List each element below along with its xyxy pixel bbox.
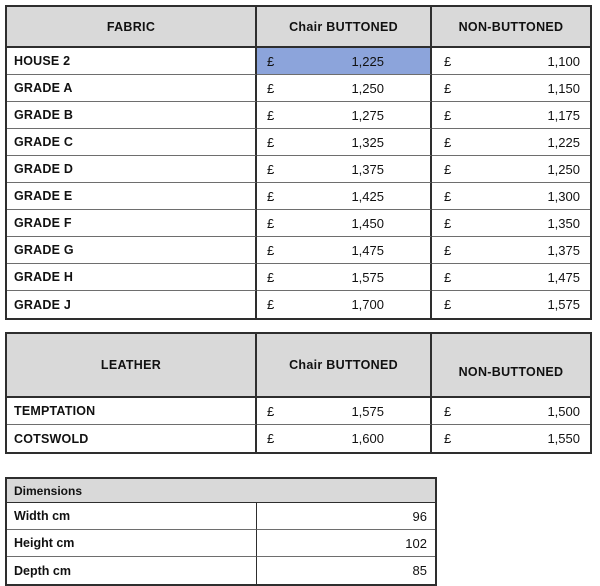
price-value: 1,250 — [351, 80, 384, 96]
leather-buttoned-price-cotswold — [257, 425, 432, 452]
dimension-label-height: Height cm — [7, 530, 257, 557]
fabric-nonbuttoned-price-house2 — [432, 48, 590, 75]
currency-symbol: £ — [267, 403, 275, 419]
fabric-nonbuttoned-price-grade-g — [432, 237, 590, 264]
currency-symbol: £ — [267, 134, 275, 150]
price-value: 1,175 — [547, 107, 580, 123]
price-value: 1,250 — [547, 161, 580, 177]
fabric-buttoned-price-grade-a — [257, 75, 432, 102]
price-value: 1,225 — [351, 53, 384, 69]
currency-symbol: £ — [444, 269, 452, 285]
fabric-buttoned-price-grade-c — [257, 129, 432, 156]
dimensions-header-cell: Dimensions — [7, 479, 435, 503]
price-value: 1,275 — [351, 107, 384, 123]
price-value: 1,475 — [351, 242, 384, 258]
fabric-nonbuttoned-price-grade-h — [432, 264, 590, 291]
price-value: 1,325 — [351, 134, 384, 150]
fabric-nonbuttoned-price-grade-c — [432, 129, 590, 156]
fabric-buttoned-price-grade-b — [257, 102, 432, 129]
leather-row-label-cotswold: COTSWOLD — [7, 425, 257, 452]
fabric-header-cell: FABRIC — [7, 7, 257, 48]
price-value: 1,375 — [351, 161, 384, 177]
leather-row-label-temptation: TEMPTATION — [7, 398, 257, 425]
price-value: 1,575 — [351, 269, 384, 285]
fabric-row-label-grade-f: GRADE F — [7, 210, 257, 237]
price-value: 1,575 — [351, 403, 384, 419]
currency-symbol: £ — [444, 431, 452, 446]
currency-symbol: £ — [444, 242, 452, 258]
chair-buttoned-header-cell: Chair BUTTONED — [257, 334, 432, 398]
currency-symbol: £ — [444, 297, 452, 312]
fabric-buttoned-price-house2-highlighted — [257, 48, 432, 75]
currency-symbol: £ — [444, 134, 452, 150]
fabric-nonbuttoned-price-grade-a — [432, 75, 590, 102]
fabric-price-table — [5, 5, 592, 320]
fabric-buttoned-price-grade-j — [257, 291, 432, 318]
non-buttoned-header-cell: NON-BUTTONED — [432, 334, 590, 398]
dimensions-table — [5, 477, 437, 586]
fabric-buttoned-price-grade-g — [257, 237, 432, 264]
fabric-row-label-grade-h: GRADE H — [7, 264, 257, 291]
currency-symbol: £ — [267, 80, 275, 96]
price-value: 1,475 — [547, 269, 580, 285]
fabric-buttoned-price-grade-d — [257, 156, 432, 183]
price-value: 1,150 — [547, 80, 580, 96]
fabric-row-label-grade-d: GRADE D — [7, 156, 257, 183]
fabric-row-label-grade-b: GRADE B — [7, 102, 257, 129]
currency-symbol: £ — [267, 297, 275, 312]
price-value: 1,350 — [547, 215, 580, 231]
currency-symbol: £ — [267, 431, 275, 446]
chair-buttoned-header-cell: Chair BUTTONED — [257, 7, 432, 48]
price-value: 1,450 — [351, 215, 384, 231]
leather-nonbuttoned-price-cotswold — [432, 425, 590, 452]
currency-symbol: £ — [444, 403, 452, 419]
dimension-value-height: 102 — [257, 530, 435, 557]
price-value: 1,600 — [351, 431, 384, 446]
currency-symbol: £ — [267, 269, 275, 285]
fabric-nonbuttoned-price-grade-e — [432, 183, 590, 210]
leather-price-table — [5, 332, 592, 454]
dimension-label-depth: Depth cm — [7, 557, 257, 584]
currency-symbol: £ — [444, 80, 452, 96]
fabric-row-label-grade-a: GRADE A — [7, 75, 257, 102]
price-value: 1,375 — [547, 242, 580, 258]
fabric-row-label-grade-e: GRADE E — [7, 183, 257, 210]
fabric-row-label-grade-c: GRADE C — [7, 129, 257, 156]
currency-symbol: £ — [444, 53, 452, 69]
price-value: 1,300 — [547, 188, 580, 204]
fabric-buttoned-price-grade-f — [257, 210, 432, 237]
fabric-nonbuttoned-price-grade-b — [432, 102, 590, 129]
leather-nonbuttoned-price-temptation — [432, 398, 590, 425]
currency-symbol: £ — [444, 188, 452, 204]
fabric-row-label-grade-j: GRADE J — [7, 291, 257, 318]
fabric-buttoned-price-grade-e — [257, 183, 432, 210]
dimension-value-depth: 85 — [412, 563, 427, 578]
leather-buttoned-price-temptation — [257, 398, 432, 425]
dimension-label-width: Width cm — [7, 503, 257, 530]
price-value: 1,425 — [351, 188, 384, 204]
currency-symbol: £ — [267, 242, 275, 258]
fabric-nonbuttoned-price-grade-j — [432, 291, 590, 318]
price-value: 1,500 — [547, 403, 580, 419]
currency-symbol: £ — [267, 107, 275, 123]
fabric-buttoned-price-grade-h — [257, 264, 432, 291]
currency-symbol: £ — [267, 161, 275, 177]
price-value: 1,700 — [351, 297, 384, 312]
currency-symbol: £ — [444, 107, 452, 123]
fabric-row-label-grade-g: GRADE G — [7, 237, 257, 264]
currency-symbol: £ — [444, 161, 452, 177]
non-buttoned-header-cell: NON-BUTTONED — [432, 7, 590, 48]
price-value: 1,550 — [547, 431, 580, 446]
price-value: 1,100 — [547, 53, 580, 69]
price-value: 1,225 — [547, 134, 580, 150]
currency-symbol: £ — [267, 53, 275, 69]
price-value: 1,575 — [547, 297, 580, 312]
currency-symbol: £ — [444, 215, 452, 231]
fabric-row-label-house2: HOUSE 2 — [7, 48, 257, 75]
fabric-nonbuttoned-price-grade-f — [432, 210, 590, 237]
currency-symbol: £ — [267, 188, 275, 204]
currency-symbol: £ — [267, 215, 275, 231]
dimension-value-width: 96 — [257, 503, 435, 530]
leather-header-cell: LEATHER — [7, 334, 257, 398]
fabric-nonbuttoned-price-grade-d — [432, 156, 590, 183]
